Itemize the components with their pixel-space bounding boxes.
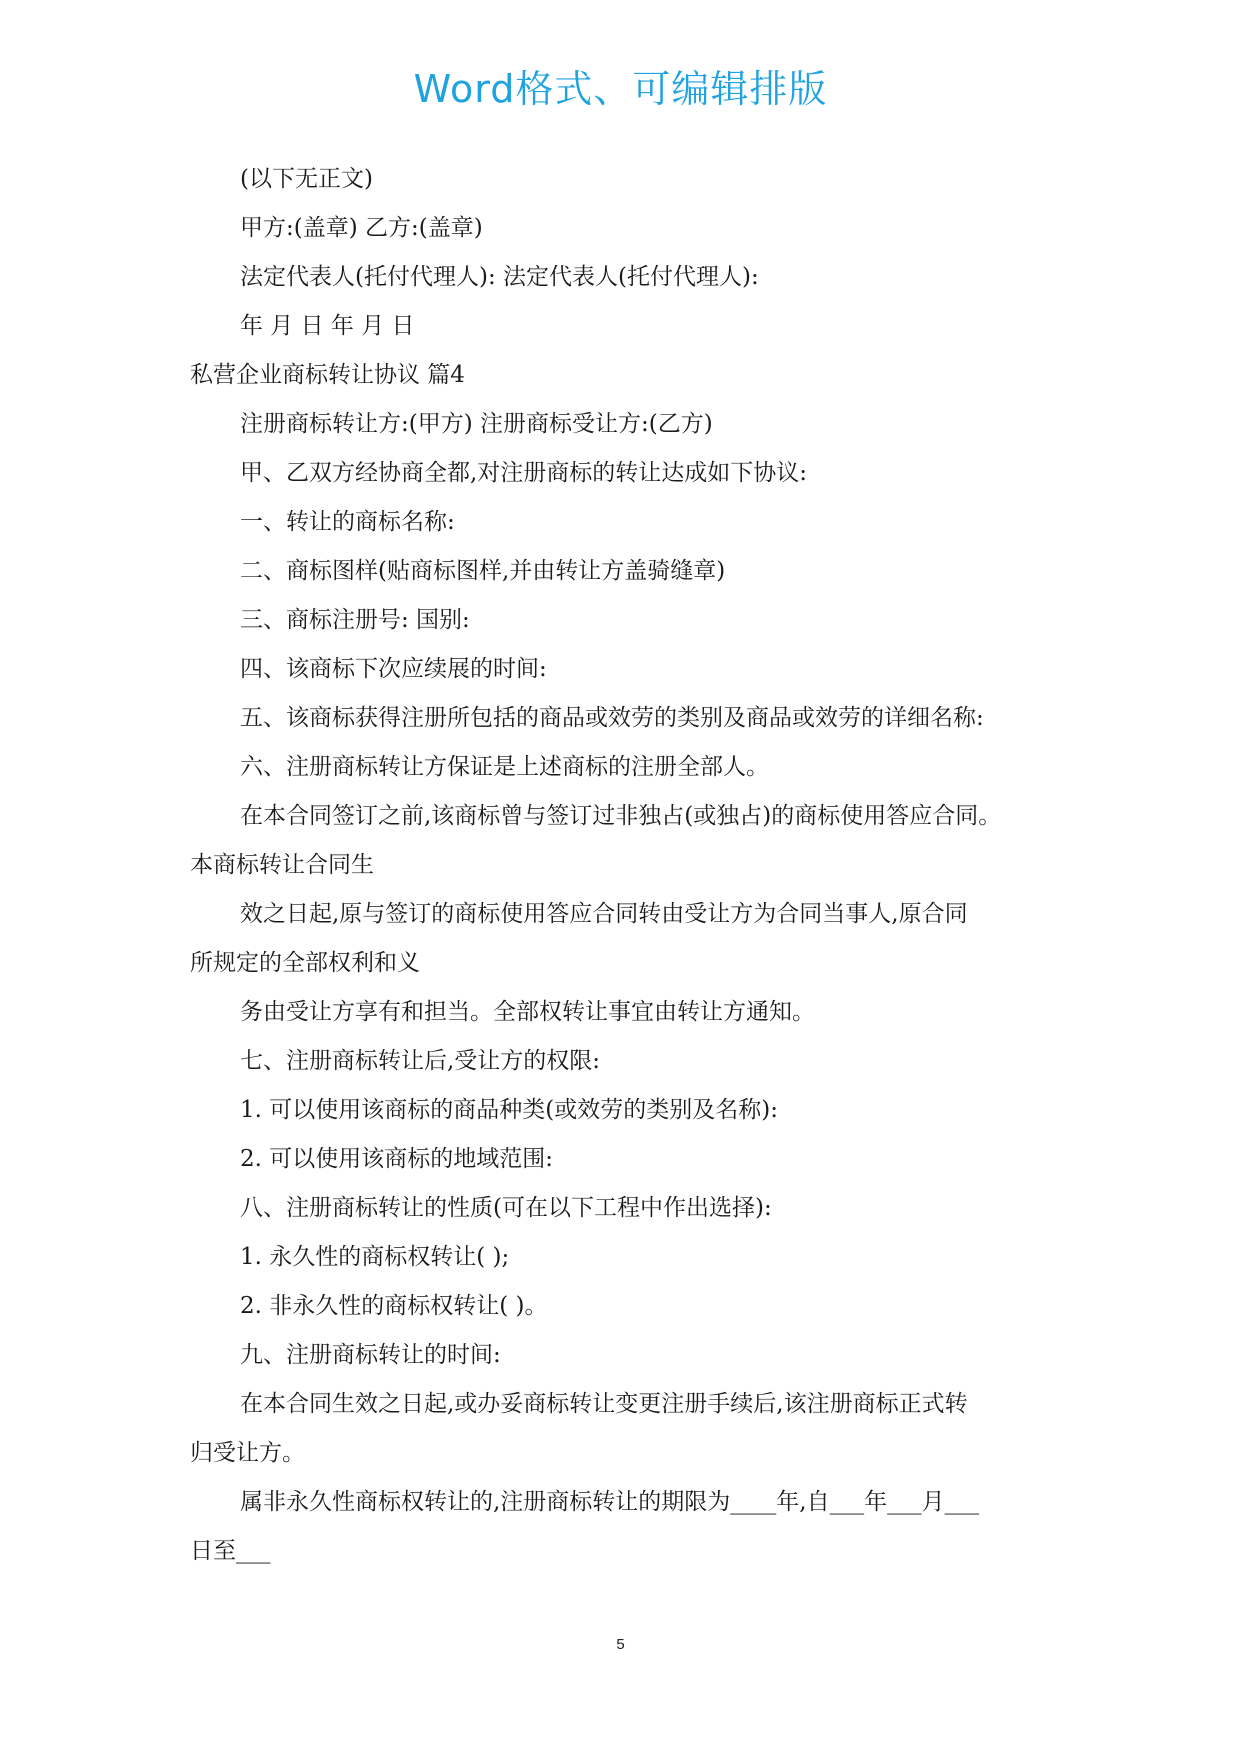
body-line: 四、该商标下次应续展的时间: [240, 656, 547, 682]
body-line: 二、商标图样(贴商标图样,并由转让方盖骑缝章) [240, 558, 726, 584]
body-line: 五、该商标获得注册所包括的商品或效劳的类别及商品或效劳的详细名称: [240, 705, 984, 731]
body-line: 六、注册商标转让方保证是上述商标的注册全部人。 [240, 754, 769, 780]
body-line: 所规定的全部权利和义 [190, 950, 420, 976]
body-line: 八、注册商标转让的性质(可在以下工程中作出选择): [240, 1195, 772, 1221]
section-heading: 私营企业商标转让协议 篇4 [190, 362, 465, 388]
body-line: 务由受让方享有和担当。全部权转让事宜由转让方通知。 [240, 999, 815, 1025]
body-line: 在本合同生效之日起,或办妥商标转让变更注册手续后,该注册商标正式转 [240, 1391, 968, 1417]
body-line: 三、商标注册号: 国别: [240, 607, 470, 633]
header-title: Word格式、可编辑排版 [413, 67, 828, 111]
body-line: 1. 永久性的商标权转让( ); [240, 1244, 510, 1270]
body-line: 日至___ [190, 1538, 271, 1564]
body-line: 法定代表人(托付代理人): 法定代表人(托付代理人): [240, 264, 759, 290]
body-line: 2. 非永久性的商标权转让( )。 [240, 1293, 548, 1319]
page-number: 5 [616, 1636, 625, 1653]
body-line: 效之日起,原与签订的商标使用答应合同转由受让方为合同当事人,原合同 [240, 901, 968, 927]
body-line: 注册商标转让方:(甲方) 注册商标受让方:(乙方) [240, 411, 713, 437]
document-body [190, 155, 1070, 1576]
body-line: 本商标转让合同生 [190, 852, 374, 878]
body-line: 在本合同签订之前,该商标曾与签订过非独占(或独占)的商标使用答应合同。 [240, 803, 1002, 829]
body-line: 归受让方。 [190, 1440, 305, 1466]
body-line: 2. 可以使用该商标的地域范围: [240, 1146, 554, 1172]
body-line: 属非永久性商标权转让的,注册商标转让的期限为____年,自___年___月___ [240, 1489, 980, 1515]
body-line: 甲、乙双方经协商全都,对注册商标的转让达成如下协议: [240, 460, 808, 486]
body-line: 一、转让的商标名称: [240, 509, 455, 535]
body-line: 七、注册商标转让后,受让方的权限: [240, 1048, 601, 1074]
body-line: 甲方:(盖章) 乙方:(盖章) [240, 215, 483, 241]
body-line: (以下无正文) [240, 166, 373, 192]
body-line: 九、注册商标转让的时间: [240, 1342, 501, 1368]
body-line: 年 月 日 年 月 日 [240, 313, 415, 339]
body-line: 1. 可以使用该商标的商品种类(或效劳的类别及名称): [240, 1097, 778, 1123]
